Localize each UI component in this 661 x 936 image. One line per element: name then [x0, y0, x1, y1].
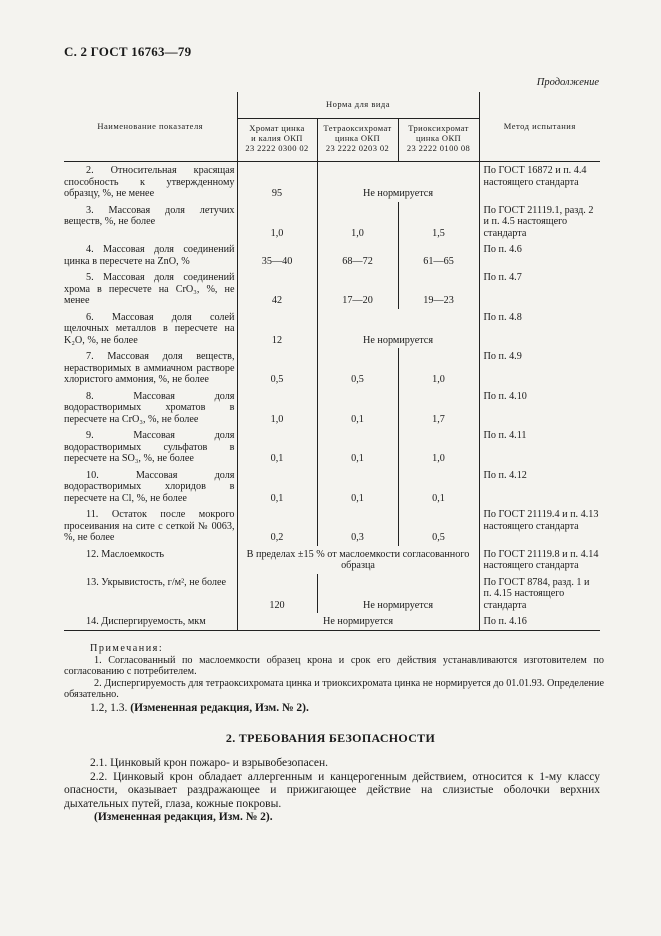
grade-header: Хромат цинка и калия ОКП 23 2222 0300 02	[237, 119, 317, 162]
table-header	[64, 92, 600, 162]
table-row: 9. Массовая доля водорастворимых сульфатов в пересчете на SO₃, %, не более 0,1 0,1 1,0 По п. 4.11	[64, 427, 600, 467]
notes	[64, 643, 604, 701]
table-row: 5. Массовая доля соединений хрома в пересчете на CrO₃, %, не менее 42 17—20 19—23 По п. 4.7	[64, 269, 600, 309]
continuation-label: Продолжение	[536, 77, 599, 88]
table-row: 8. Массовая доля водорастворимых хроматов в пересчете на CrO₃, %, не более 1,0 0,1 1,7 По п. 4.10	[64, 388, 600, 428]
spec-table	[64, 92, 600, 631]
table-row: 11. Остаток после мокрого просеивания на сите с сеткой № 0063, %, не более 0,2 0,3 0,5 По ГОСТ 21119.4 и п. 4.13 настоящего стандарта	[64, 506, 600, 546]
table-row: 12. Маслоемкость В пределах ±15 % от маслоемкости согласованного образца По ГОСТ 21119.8 и п. 4.14 настоящего стандарта	[64, 546, 600, 574]
paragraph-2-2: 2.2. Цинковый крон обладает аллергенным и канцерогенным действием, относится к 1-му классу опасности, оказывает раздражающее и прижигающее действие на слизистые оболочки верхних дыхательных путей, глаза, кожные покровы.	[64, 770, 600, 810]
amendment-note-1: 1.2, 1.3. (Измененная редакция, Изм. № 2).	[90, 702, 309, 714]
grade-header: Тетраоксихромат цинка ОКП 23 2222 0203 02	[317, 119, 398, 162]
notes-title: Примечания:	[90, 643, 164, 654]
table-row: 14. Диспергируемость, мкм Не нормируется По п. 4.16	[64, 613, 600, 630]
table-body	[64, 162, 600, 631]
table-row: 10. Массовая доля водорастворимых хлоридов в пересчете на Cl, %, не более 0,1 0,1 0,1 По п. 4.12	[64, 467, 600, 507]
table-row: 13. Укрывистость, г/м², не более 120 Не нормируется По ГОСТ 8784, разд. 1 и п. 4.15 настоящего стандарта	[64, 574, 600, 614]
page-header: С. 2 ГОСТ 16763—79	[64, 44, 192, 59]
table-row: 6. Массовая доля солей щелочных металлов в пересчете на K₂O, %, не более 12 Не нормируется По п. 4.8	[64, 309, 600, 349]
amendment-note-2: (Измененная редакция, Изм. № 2).	[94, 811, 273, 823]
table-row: 3. Массовая доля летучих веществ, %, не более 1,0 1,0 1,5 По ГОСТ 21119.1, разд. 2 и п. 4.5 настоящего стандарта	[64, 202, 600, 242]
note-2: 2. Диспергируемость для тетраоксихромата цинка и триоксихромата цинка не нормируется до 01.01.93. Определение обязательно.	[64, 677, 604, 700]
section-body	[64, 757, 600, 825]
grade-header: Триоксихромат цинка ОКП 23 2222 0100 08	[398, 119, 479, 162]
note-1: 1. Согласованный по маслоемкости образец крона и срок его действия устанавливаются изготовителем по согласованию с потребителем.	[64, 654, 604, 677]
section-title: 2. ТРЕБОВАНИЯ БЕЗОПАСНОСТИ	[225, 731, 436, 745]
col-name-header: Наименование показателя	[64, 92, 237, 162]
table-row: 4. Массовая доля соединений цинка в пересчете на ZnO, % 35—40 68—72 61—65 По п. 4.6	[64, 241, 600, 269]
table-row: 7. Массовая доля веществ, нерастворимых в аммиачном растворе хлористого аммония, %, не более 0,5 0,5 1,0 По п. 4.9	[64, 348, 600, 388]
table-row: 2. Относительная красящая способность к утвержденному образцу, %, не менее 95 Не нормируется По ГОСТ 16872 и п. 4.4 настоящего стандарта	[64, 162, 600, 202]
paragraph-2-1: 2.1. Цинковый крон пожаро- и взрывобезопасен.	[90, 757, 329, 769]
col-method-header: Метод испытания	[479, 92, 600, 162]
col-norm-header: Норма для вида	[237, 92, 479, 119]
